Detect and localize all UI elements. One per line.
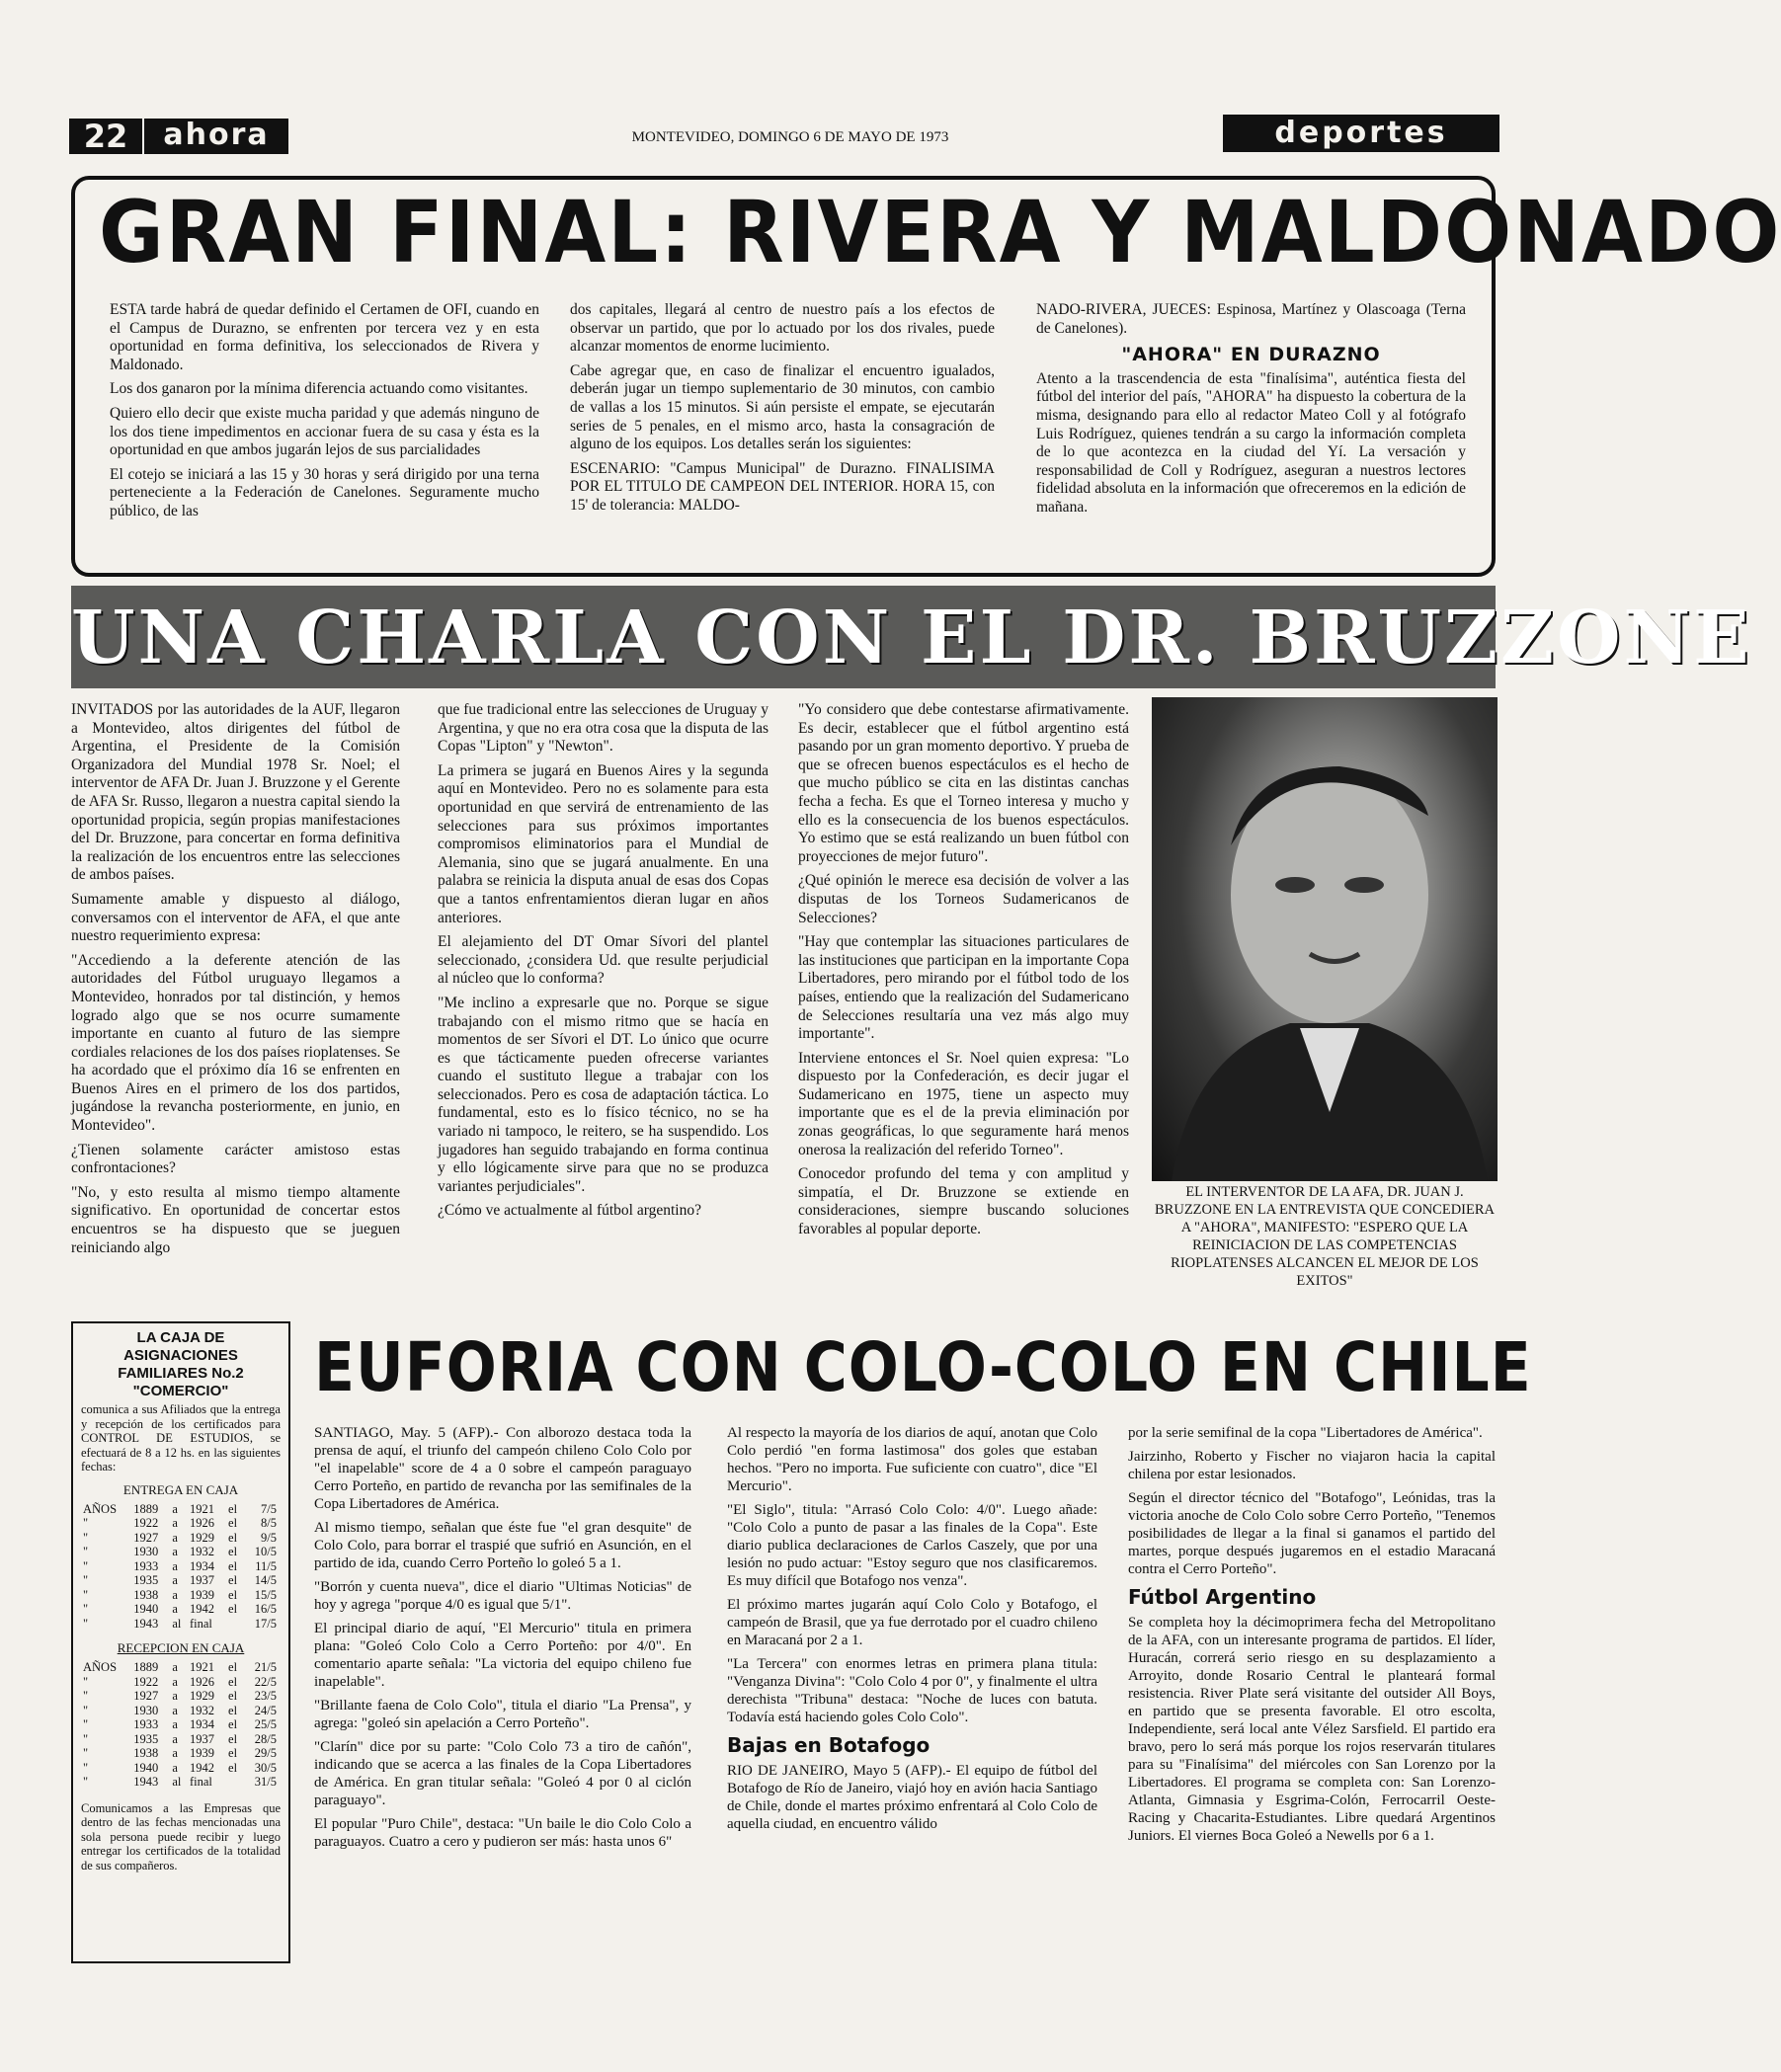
story3-subhead-futbol-argentino: Fútbol Argentino [1128, 1585, 1317, 1609]
schedule-cell: 1934 [189, 1717, 214, 1731]
schedule-cell: el [228, 1760, 238, 1775]
story2-paragraph: "Yo considero que debe contestarse afirmativamente. Es decir, establecer que el fútbol argentino está pasando por un gran momento deportivo. Y prueba de que se ofrecen buenos espectáculos es el hecho de que mucho público se cita en las distintas canchas fecha a fecha. Es que el Torneo interesa y mucho y ello es la consecuencia de los buenos espectáculos. Yo estimo que se está realizando un buen fútbol con proyecciones de mejor futuro". [798, 701, 1129, 865]
schedule-cell: 31/5 [254, 1775, 277, 1789]
schedule-cell: " [83, 1602, 89, 1616]
story1-paragraph: NADO-RIVERA, JUECES: Espinosa, Martínez y Olascoaga (Terna de Canelones). [1036, 301, 1466, 337]
schedule-cell: a [172, 1530, 178, 1545]
schedule-cell: a [172, 1703, 178, 1717]
story1-paragraph: Los dos ganaron por la mínima diferencia actuando como visitantes. [110, 380, 528, 398]
schedule-cell: 1921 [189, 1660, 214, 1674]
schedule-cell: 10/5 [254, 1545, 277, 1558]
schedule-cell: el [228, 1516, 238, 1530]
story1-column-3 [1036, 301, 1466, 523]
schedule-row [81, 1573, 279, 1588]
schedule-cell: " [83, 1674, 89, 1689]
story3-paragraph: "Borrón y cuenta nueva", dice el diario "Ultimas Noticias" de hoy y agrega "porque 4/0 es igual que 5/1". [314, 1579, 691, 1613]
schedule-cell: a [172, 1516, 178, 1530]
story2-paragraph: "Me inclino a expresarle que no. Porque se sigue trabajando con el mismo ritmo que se hacía en momentos de ser Sívori el DT. Lo único que ocurre es que tácticamente pueden ofrecerse variantes cuando el sustituto llegue a trabajar con los seleccionados. Pero es cosa de adaptación táctica. Lo fundamental, esto es lo físico técnico, no se ha variado ni tampoco, le reitero, se ha suspendido. Los jugadores han seguido trabajando en forma continua y ello lógicamente sirve para que no se produzca variantes perjudiciales". [438, 994, 769, 1195]
story3-paragraph: "La Tercera" con enormes letras en primera plana titula: "Venganza Divina": "Colo Colo 4 por 0", y finalmente el ultra derechista "Tribuna" destaca: "Noche de luces con batuta. Todavía está haciendo goles Colo Colo". [727, 1656, 1097, 1725]
schedule-cell: " [83, 1760, 89, 1775]
schedule-cell: 1927 [133, 1530, 159, 1545]
story2-paragraph: Conocedor profundo del tema y con amplitud y simpatía, el Dr. Bruzzone se extiende en consideraciones, siempre buscando soluciones favorables al popular deporte. [798, 1165, 1129, 1238]
story3-paragraph: Al mismo tiempo, señalan que éste fue "el gran desquite" de Colo Colo, para borrar el traspié que sufrió en Asunción, en el partido de ida, cuando Cerro Porteño lo goleó 5 a 1. [314, 1520, 691, 1571]
schedule-cell: el [228, 1746, 238, 1760]
story3-paragraph: Jairzinho, Roberto y Fischer no viajaron hacia la capital chilena por estar lesionados. [1128, 1449, 1496, 1482]
story3-paragraph: por la serie semifinal de la copa "Libertadores de América". [1128, 1425, 1483, 1441]
schedule-cell: 7/5 [261, 1501, 277, 1516]
schedule-row [81, 1717, 279, 1732]
story2-column-1 [71, 701, 400, 1263]
schedule-cell: 1929 [189, 1530, 214, 1545]
schedule-cell: 1926 [189, 1674, 214, 1689]
headline-colo-colo: EUFORIA CON COLO-COLO EN CHILE [314, 1327, 1532, 1408]
story2-column-2 [438, 701, 769, 1227]
schedule-cell: a [172, 1558, 178, 1573]
recepcion-table [81, 1660, 279, 1790]
schedule-cell: el [228, 1674, 238, 1689]
schedule-cell: 15/5 [254, 1587, 277, 1602]
schedule-row [81, 1545, 279, 1559]
schedule-cell: 1939 [189, 1746, 214, 1760]
schedule-cell: 22/5 [254, 1674, 277, 1689]
schedule-cell: el [228, 1558, 238, 1573]
story1-column-1 [110, 301, 539, 527]
schedule-cell: 21/5 [254, 1660, 277, 1674]
story3-paragraph: El principal diario de aquí, "El Mercurio" titula en primera plana: "Goleó Colo Colo a Cerro Porteño: por 4/0". En comentario aparte señala: "La victoria del equipo chileno fue inapelable". [314, 1621, 691, 1690]
story2-paragraph: INVITADOS por las autoridades de la AUF, llegaron a Montevideo, altos dirigentes del fútbol de Argentina, el Presidente de la Comisión Organizadora del Mundial 1978 Sr. Noel; el interventor de AFA Dr. Juan J. Bruzzone y el Gerente de AFA Sr. Russo, llegaron a nuestra capital siendo la oportunidad propicia, según propias manifestaciones del Dr. Bruzzone, para concertar en forma definitiva la realización de los encuentros entre las selecciones de ambos países. [71, 701, 400, 884]
story2-paragraph: ¿Qué opinión le merece esa decisión de volver a las disputas de los Torneos Sudamericanos de Selecciones? [798, 872, 1129, 926]
story1-paragraph: Atento a la trascendencia de esta "finalísima", auténtica fiesta del fútbol del interior del país, "AHORA" ha dispuesto la cobertura de la misma, designando para ello al redactor Mateo Coll y al fotógrafo Luis Rodríguez, quienes tendrán a su cargo la información completa de lo que acontezca en la ciudad del Yí. La versación y responsabilidad de Coll y Rodríguez, aseguran a nuestros lectores fidelidad absoluta en la información que ofreceremos en la edición de mañana. [1036, 369, 1466, 516]
schedule-cell: 1938 [133, 1746, 159, 1760]
schedule-row [81, 1746, 279, 1761]
schedule-row [81, 1559, 279, 1574]
story3-column-3 [1128, 1424, 1496, 1851]
schedule-cell: 1889 [133, 1501, 159, 1516]
schedule-cell: a [172, 1660, 178, 1674]
schedule-cell: a [172, 1602, 178, 1616]
story3-paragraph: El próximo martes jugarán aquí Colo Colo y Botafogo, el campeón de Brasil, que ya fue derrotado por el cuadro chileno en Maracaná por 2 a 1. [727, 1597, 1097, 1648]
story3-paragraph: SANTIAGO, May. 5 (AFP).- Con alborozo destaca toda la prensa de aquí, el triunfo del campeón chileno Colo Colo por "el inapelable" score de 4 a 0 sobre el campeón paraguayo Cerro Porteño, en partido de revancha por las semifinales de la Copa Libertadores de América. [314, 1425, 691, 1512]
story3-paragraph: Según el director técnico del "Botafogo", Leónidas, tras la victoria anoche de Colo Colo sobre Cerro Porteño, "Tenemos posibilidades de llegar a la final si ganamos el partido del martes, porque después jugaremos en el estadio Maracaná contra el Cerro Porteño". [1128, 1490, 1496, 1577]
schedule-cell: " [83, 1717, 89, 1731]
schedule-cell: 1932 [189, 1703, 214, 1717]
story1-paragraph: Cabe agregar que, en caso de finalizar el encuentro igualados, deberán jugar un tiempo suplementario de 30 minutos, con cambio de vallas a los 15 minutos. Si aún persiste el empate, se ejecutarán series de 5 penales, en el mismo arco, hasta la consagración de alguno de los equipos. Los detalles serán los siguientes: [570, 361, 995, 453]
schedule-cell: a [172, 1689, 178, 1703]
schedule-cell: a [172, 1573, 178, 1587]
schedule-cell: 14/5 [254, 1573, 277, 1587]
section-banner: deportes [1223, 115, 1499, 152]
schedule-cell [226, 1617, 244, 1632]
schedule-cell: a [172, 1674, 178, 1689]
schedule-row [81, 1704, 279, 1718]
schedule-cell: 1935 [133, 1731, 159, 1746]
story2-paragraph: "Accediendo a la deferente atención de las autoridades del Fútbol uruguayo llegamos a Montevideo, honrados por tal distinción, y hemos logrado algo que se nos ocurre sumamente importante en cuanto al futuro de las siempre cordiales relaciones de los dos países rioplatenses. Se ha acordado que el próximo día 16 se enfrenten en Buenos Aires en el primero de los dos partidos, jugándose la revancha posteriormente, en junio, en Montevideo". [71, 951, 400, 1135]
schedule-row [81, 1689, 279, 1704]
schedule-cell: 1932 [189, 1545, 214, 1558]
schedule-cell: 1940 [133, 1602, 159, 1616]
schedule-cell: el [228, 1731, 238, 1746]
page-number: 22 [69, 119, 142, 154]
schedule-cell: 1938 [133, 1587, 159, 1602]
schedule-cell: 17/5 [254, 1616, 277, 1631]
story2-paragraph: Interviene entonces el Sr. Noel quien expresa: "Lo dispuesto por la Confederación, es decir jugar el Sudamericano en 1975, tiene un aspecto muy importante que es el de la previa eliminación por zonas geográficas, lo que seguramente hará menos onerosa la realización del referido Torneo". [798, 1049, 1129, 1158]
story3-paragraph: "Clarín" dice por su parte: "Colo Colo 73 a tiro de cañón", indicando que se acerca a las finales de la Copa Libertadores de América. En gran titular señala: "Goleó 4 por 0 al ciclón paraguayo". [314, 1739, 691, 1808]
schedule-row [81, 1775, 279, 1790]
schedule-cell: " [83, 1587, 89, 1602]
portrait-silhouette [1152, 697, 1498, 1181]
schedule-cell: 1889 [133, 1660, 159, 1674]
schedule-cell: 1940 [133, 1760, 159, 1775]
story2-paragraph: Sumamente amable y dispuesto al diálogo, conversamos con el interventor de AFA, el que ante nuestro requerimiento expresa: [71, 890, 400, 945]
notice-box [71, 1321, 290, 1963]
schedule-cell: a [172, 1760, 178, 1775]
schedule-cell [226, 1775, 244, 1790]
schedule-row [81, 1660, 279, 1675]
story2-column-3 [798, 701, 1129, 1245]
headline-bruzzone: UNA CHARLA CON EL DR. BRUZZONE [71, 596, 1752, 680]
schedule-cell: al [172, 1775, 182, 1789]
schedule-cell: 16/5 [254, 1602, 277, 1616]
paper-name: ahora [144, 119, 288, 154]
schedule-cell: el [228, 1530, 238, 1545]
story2-paragraph: El alejamiento del DT Omar Sívori del plantel seleccionado, ¿considera Ud. que resulte perjudicial al núcleo que lo conforma? [438, 933, 769, 988]
schedule-row [81, 1617, 279, 1632]
story3-column-1 [314, 1424, 691, 1857]
schedule-cell: 1934 [189, 1558, 214, 1573]
bruzzone-photo [1152, 697, 1498, 1181]
story3-subhead-botafogo: Bajas en Botafogo [727, 1733, 931, 1757]
story2-paragraph: que fue tradicional entre las selecciones de Uruguay y Argentina, y que no era otra cosa que la disputa de las Copas "Lipton" y "Newton". [438, 701, 769, 756]
story2-paragraph: La primera se jugará en Buenos Aires y la segunda aquí en Montevideo. Pero no es solamente para esta oportunidad en que servirá de entrenamiento de las selecciones para sus próximos importantes compromisos eliminatorios para el Mundial de Alemania, sino que se jugará anualmente. En una palabra se reinicia la disputa anual de esas dos Copas que a tantos enfrentamientos dieran lugar en años anteriores. [438, 761, 769, 926]
schedule-row [81, 1531, 279, 1546]
story2-paragraph: ¿Cómo ve actualmente al fútbol argentino? [438, 1202, 701, 1220]
schedule-cell: a [172, 1746, 178, 1760]
schedule-cell: al [172, 1616, 182, 1631]
schedule-cell: 1943 [133, 1616, 159, 1631]
schedule-cell: 1933 [133, 1717, 159, 1731]
story1-paragraph: ESCENARIO: "Campus Municipal" de Durazno. FINALISIMA POR EL TITULO DE CAMPEON DEL INTERIOR. HORA 15, con 15' de tolerancia: MALDO- [570, 459, 995, 514]
schedule-cell: 23/5 [254, 1689, 277, 1703]
story3-paragraph: El popular "Puro Chile", destaca: "Un baile le dio Colo Colo a paraguayos. Cuatro a cero y pudieron ser más: hasta unos 6" [314, 1816, 691, 1850]
schedule-cell: a [172, 1501, 178, 1516]
dateline: MONTEVIDEO, DOMINGO 6 DE MAYO DE 1973 [631, 129, 949, 145]
schedule-cell: 1930 [133, 1545, 159, 1558]
schedule-cell: " [83, 1731, 89, 1746]
story3-paragraph: RIO DE JANEIRO, Mayo 5 (AFP).- El equipo de fútbol del Botafogo de Río de Janeiro, viajó hoy en avión hacia Santiago de Chile, donde el martes próximo enfrentará al Colo Colo de aquella ciudad, en encuentro válido [727, 1763, 1097, 1832]
schedule-cell: " [83, 1573, 89, 1587]
schedule-cell: a [172, 1731, 178, 1746]
schedule-cell: el [228, 1660, 238, 1674]
schedule-cell: 11/5 [255, 1558, 277, 1573]
story2-paragraph: "Hay que contemplar las situaciones particulares de las instituciones que participan en la importante Copa Libertadores, pero mirando por el fútbol todo de los países, entiendo que la realización del Sudamericano de Selecciones resultaría una vez más algo muy importante". [798, 933, 1129, 1043]
schedule-cell: 1930 [133, 1703, 159, 1717]
story3-paragraph: "El Siglo", titula: "Arrasó Colo Colo: 4/0". Luego añade: "Colo Colo a punto de pasar a las finales de la Copa". Este diario publica declaraciones de Carlos Caszely, que por una lesión no pudo actuar: "Estoy seguro que nos clasificaremos. Es muy difícil que Botafogo nos venza". [727, 1502, 1097, 1589]
story3-column-2 [727, 1424, 1097, 1839]
story1-paragraph: ESTA tarde habrá de quedar definido el Certamen de OFI, cuando en el Campus de Durazno, se enfrenten por tercera vez y en esta oportunidad en forma definitiva, los seleccionados de Rivera y Maldonado. [110, 301, 539, 373]
schedule-cell: 1921 [189, 1501, 214, 1516]
schedule-cell: 1922 [133, 1674, 159, 1689]
story1-paragraph: dos capitales, llegará al centro de nuestro país a los efectos de observar un partido, que por lo actuado por los dos rivales, puede alcanzar momentos de enorme lucimiento. [570, 301, 995, 356]
story2-paragraph: ¿Tienen solamente carácter amistoso estas confrontaciones? [71, 1141, 400, 1177]
schedule-cell: 24/5 [254, 1703, 277, 1717]
schedule-cell: 8/5 [261, 1516, 277, 1530]
headline-gran-final: GRAN FINAL: RIVERA Y MALDONADO [99, 183, 1781, 282]
schedule-cell: el [228, 1573, 238, 1587]
schedule-row [81, 1516, 279, 1531]
story1-subhead: "AHORA" EN DURAZNO [1121, 344, 1381, 366]
schedule-cell: final [189, 1775, 212, 1789]
notice-title: LA CAJA DE ASIGNACIONES FAMILIARES No.2 "COMERCIO" [118, 1329, 244, 1399]
schedule-row [81, 1502, 279, 1517]
schedule-cell: 25/5 [254, 1717, 277, 1731]
schedule-cell: el [228, 1602, 238, 1616]
schedule-cell: 1943 [133, 1775, 159, 1789]
schedule-cell: " [83, 1746, 89, 1760]
schedule-cell: 1937 [189, 1731, 214, 1746]
schedule-cell: final [189, 1616, 212, 1631]
schedule-cell: " [83, 1703, 89, 1717]
schedule-cell: 1926 [189, 1516, 214, 1530]
schedule-cell: 30/5 [254, 1760, 277, 1775]
schedule-cell: a [172, 1587, 178, 1602]
schedule-cell: AÑOS [83, 1501, 118, 1516]
schedule-cell: AÑOS [83, 1660, 118, 1674]
story3-paragraph: "Brillante faena de Colo Colo", titula el diario "La Prensa", y agrega: "goleó sin apelación a Cerro Porteño". [314, 1698, 691, 1731]
schedule-cell: " [83, 1516, 89, 1530]
schedule-cell: 1937 [189, 1573, 214, 1587]
schedule-row [81, 1732, 279, 1747]
schedule-cell: " [83, 1558, 89, 1573]
story1-paragraph: Quiero ello decir que existe mucha paridad y que además ninguno de los dos tiene impedimentos en accionar fuera de su casa y ésta es la oportunidad en que ambos jugarán lejos de sus parcialidades [110, 404, 539, 459]
schedule-cell: 1922 [133, 1516, 159, 1530]
notice-intro: comunica a sus Afiliados que la entrega y recepción de los certificados para CONTROL DE ESTUDIOS, se efectuará de 8 a 12 hs. en las siguientes fechas: [81, 1402, 281, 1474]
notice-entrega-heading: ENTREGA EN CAJA [122, 1481, 239, 1497]
notice-recepcion-heading: RECEPCION EN CAJA [117, 1640, 245, 1655]
schedule-cell: 28/5 [254, 1731, 277, 1746]
schedule-cell: 1942 [189, 1760, 214, 1775]
schedule-cell: el [228, 1587, 238, 1602]
schedule-cell: 1933 [133, 1558, 159, 1573]
schedule-cell: el [228, 1689, 238, 1703]
schedule-cell: 1935 [133, 1573, 159, 1587]
schedule-cell: 1927 [133, 1689, 159, 1703]
schedule-row [81, 1588, 279, 1603]
schedule-cell: 1942 [189, 1602, 214, 1616]
schedule-row [81, 1761, 279, 1776]
story3-paragraph: Al respecto la mayoría de los diarios de aquí, anotan que Colo Colo perdió "en forma lastimosa" dos goles que estaban hechos. "Pero no importa. Fue suficiente con cuatro", dice "El Mercurio". [727, 1425, 1097, 1494]
schedule-cell: 1929 [189, 1689, 214, 1703]
schedule-cell: " [83, 1545, 89, 1558]
entrega-table [81, 1502, 279, 1632]
schedule-cell: 29/5 [254, 1746, 277, 1760]
schedule-cell: el [228, 1501, 238, 1516]
photo-caption: EL INTERVENTOR DE LA AFA, DR. JUAN J. BRUZZONE EN LA ENTREVISTA QUE CONCEDIERA A "AHORA", MANIFESTO: "ESPERO QUE LA REINICIACION DE LAS COMPETENCIAS RIOPLATENSES ALCANCEN EL MEJOR DE LOS EXITOS" [1155, 1184, 1495, 1289]
schedule-cell: a [172, 1545, 178, 1558]
schedule-cell: el [228, 1703, 238, 1717]
schedule-cell: el [228, 1717, 238, 1731]
schedule-cell: el [228, 1545, 238, 1558]
schedule-cell: 9/5 [261, 1530, 277, 1545]
story1-paragraph: El cotejo se iniciará a las 15 y 30 horas y será dirigido por una terna perteneciente a la Federación de Canelones. Seguramente mucho público, de las [110, 465, 539, 519]
schedule-row [81, 1602, 279, 1617]
story1-column-2 [570, 301, 995, 521]
story2-paragraph: "No, y esto resulta al mismo tiempo altamente significativo. En oportunidad de concertar estos encuentros se ha dispuesto que se jueguen reiniciando algo [71, 1183, 400, 1256]
schedule-cell: a [172, 1717, 178, 1731]
schedule-cell: 1939 [189, 1587, 214, 1602]
story3-paragraph: Se completa hoy la décimoprimera fecha del Metropolitano de la AFA, con un interesante programa de partidos. El líder, Huracán, correrá serio riesgo en su desplazamiento a Arroyito, donde Rosario Central le planteará formal resistencia. River Plate será visitante del outsider All Boys, en partido que se presenta favorable. El otro escolta, Independiente, será local ante Vélez Sarsfield. El partido era bravo, pero lo será más porque los rojos reservarán titulares para su "Finalísima" del miércoles con San Lorenzo por la Libertadores. El programa se completa con: San Lorenzo-Atlanta, Gimnasia y Esgrima-Colón, Ferrocarril Oeste-Racing y Chacarita-Estudiantes. Libre quedará Argentinos Juniors. El viernes Boca Goleó a Newells por 6 a 1. [1128, 1615, 1496, 1844]
schedule-row [81, 1675, 279, 1690]
schedule-cell: " [83, 1616, 89, 1631]
schedule-cell: " [83, 1689, 89, 1703]
schedule-cell: " [83, 1530, 89, 1545]
schedule-cell: " [83, 1775, 89, 1789]
notice-footer: Comunicamos a las Empresas que dentro de las fechas mencionadas una sola persona puede recibir y luego entregar los certificados de la totalidad de sus compañeros. [81, 1800, 281, 1873]
